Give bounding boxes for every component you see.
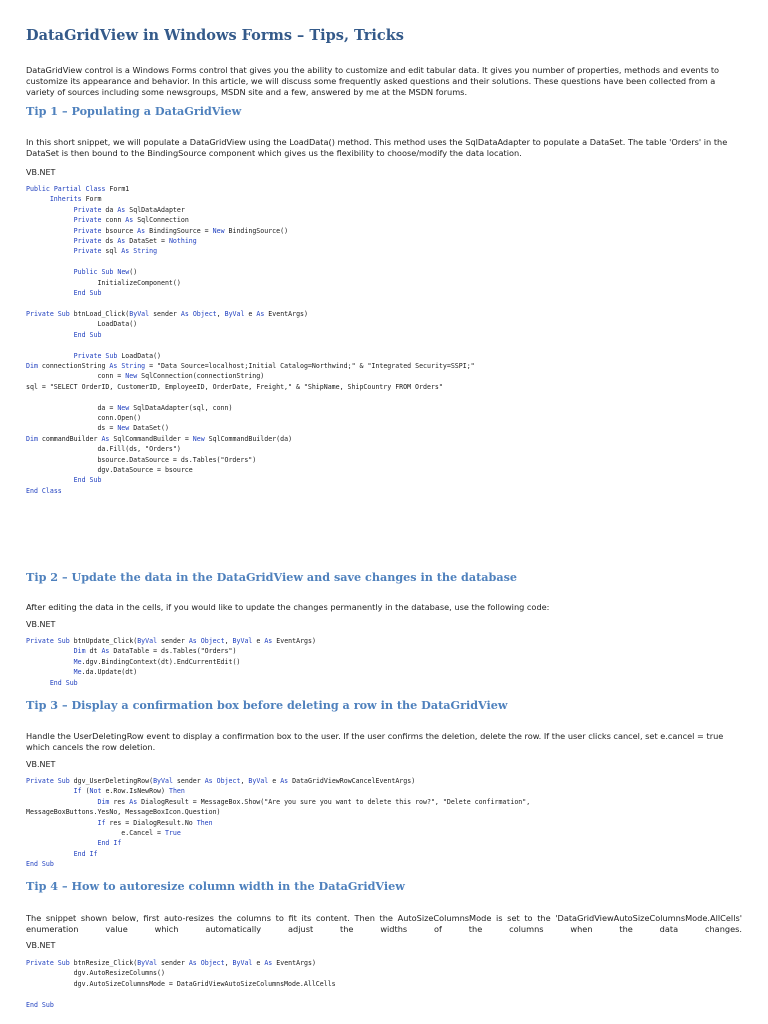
tip3-code-block: Private Sub dgv_UserDeletingRow(ByVal sender As Object, ByVal e As DataGridViewRowCancelEventArgs) If (Not e.Row.IsNewRow) Then Dim res As DialogResult = MessageBox.Show("Are you sure you want to delete this row?", "Delete confirmation", MessageBoxButtons.YesNo, MessageBoxIcon.Question) If res = DialogResult.No Then e.Cancel = True End If End If End Sub [26,777,531,869]
tip2-heading: Tip 2 – Update the data in the DataGridView and save changes in the database [26,570,518,584]
page-title: DataGridView in Windows Forms – Tips, Tricks [26,27,404,44]
tip4-heading: Tip 4 – How to autoresize column width in the DataGridView [26,879,405,893]
tip2-language-label: VB.NET [26,620,56,629]
intro-paragraph: DataGridView control is a Windows Forms control that gives you the ability to customize and edit tabular data. It gives you number of properties, methods and events to customize its appearance and behavior. In this article, we will discuss some frequently asked questions and their solutions. These questions have been collected from a variety of sources including some newsgroups, MSDN site and a few, answered by me at the MSDN forums. [26,65,720,97]
tip4-code-block: Private Sub btnResize_Click(ByVal sender As Object, ByVal e As EventArgs) dgv.AutoResizeColumns() dgv.AutoSizeColumnsMode = DataGridViewAutoSizeColumnsMode.AllCells End Sub [26,959,336,1009]
tip1-text: In this short snippet, we will populate a DataGridView using the LoadData() method. This method uses the SqlDataAdapter to populate a DataSet. The table 'Orders' in the DataSet is then bound to the BindingSource component which gives us the flexibility to choose/modify the data location. [26,137,728,158]
tip4-text: The snippet shown below, first auto-resizes the columns to fit its content. Then the AutoSizeColumnsMode is set to the 'DataGridViewAutoSizeColumnsMode.AllCells' enumeration value which automatically adjust the widths of the columns when the data changes. [26,913,742,934]
tip1-code-block: Public Partial Class Form1 Inherits Form Private da As SqlDataAdapter Private conn As SqlConnection Private bsource As BindingSource = New BindingSource() Private ds As DataSet = Nothing Private sql As String Public Sub New() InitializeComponent() End Sub Private Sub btnLoad_Click(ByVal sender As Object, ByVal e As EventArgs) LoadData() End Sub Private Sub LoadData() Dim connectionString As String = "Data Source=localhost;Initial Catalog=Northwind;" & "Integrated Security=SSPI;" conn = New SqlConnection(connectionString) sql = "SELECT OrderID, CustomerID, EmployeeID, OrderDate, Freight," & "ShipName, ShipCountry FROM Orders" da = New SqlDataAdapter(sql, conn) conn.Open() ds = New DataSet() Dim commandBuilder As SqlCommandBuilder = New SqlCommandBuilder(da) da.Fill(ds, "Orders") bsource.DataSource = ds.Tables("Orders") dgv.DataSource = bsource End Sub End Class [26,185,475,495]
tip3-heading: Tip 3 – Display a confirmation box before deleting a row in the DataGridView [26,698,508,712]
tip3-language-label: VB.NET [26,760,56,769]
tip1-language-label: VB.NET [26,168,56,177]
tip3-text: Handle the UserDeletingRow event to display a confirmation box to the user. If the user confirms the deletion, delete the row. If the user clicks cancel, set e.cancel = true which cancels the row deletion. [26,731,724,752]
tip2-code-block: Private Sub btnUpdate_Click(ByVal sender As Object, ByVal e As EventArgs) Dim dt As DataTable = ds.Tables("Orders") Me.dgv.BindingContext(dt).EndCurrentEdit() Me.da.Update(dt) End Sub [26,637,316,687]
tip1-heading: Tip 1 – Populating a DataGridView [26,104,242,118]
tip4-language-label: VB.NET [26,941,56,950]
tip2-text: After editing the data in the cells, if you would like to update the changes permanently in the database, use the following code: [26,602,550,612]
